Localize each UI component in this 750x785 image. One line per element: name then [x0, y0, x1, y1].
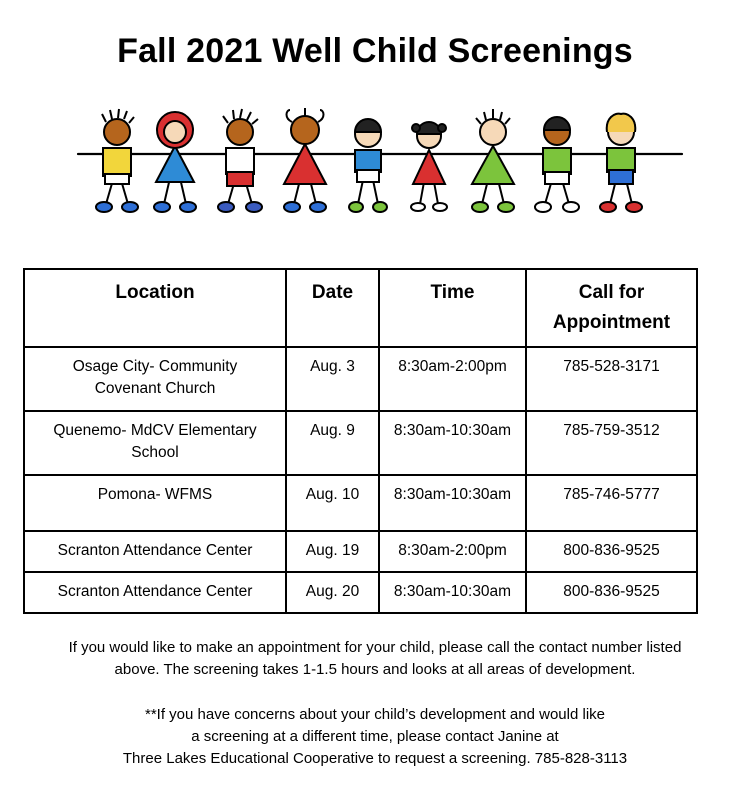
header-call-line1: Call for: [578, 282, 645, 303]
header-call-for-appointment: [526, 269, 697, 347]
location-cell: [24, 411, 286, 475]
header-date: Date: [286, 269, 379, 347]
concerns-line2: a screening at a different time, please contact Janine at: [191, 728, 559, 745]
phone-cell: 785-759-3512: [526, 411, 697, 475]
location-cell: Scranton Attendance Center: [24, 572, 286, 613]
time-cell: 8:30am-10:30am: [379, 411, 526, 475]
kid-figure: [535, 117, 579, 212]
kid-figure: [154, 112, 196, 212]
location-cell: Scranton Attendance Center: [24, 531, 286, 572]
page-title: Fall 2021 Well Child Screenings: [117, 32, 633, 70]
date-cell: Aug. 19: [286, 531, 379, 572]
time-cell: 8:30am-2:00pm: [379, 347, 526, 411]
screening-schedule-table: [23, 268, 698, 614]
time-cell: 8:30am-10:30am: [379, 475, 526, 531]
table-header-row: [24, 269, 697, 347]
phone-cell: 800-836-9525: [526, 531, 697, 572]
location-line1: Quenemo- MdCV Elementary: [53, 422, 257, 439]
header-time: Time: [379, 269, 526, 347]
table-row: [24, 572, 697, 613]
children-holding-hands-icon: [70, 108, 690, 220]
location-line2: School: [131, 444, 179, 461]
table-row: [24, 347, 697, 411]
kid-figure: [96, 109, 138, 212]
kid-figure: [349, 119, 387, 212]
instructions-line2: above. The screening takes 1-1.5 hours and looks at all areas of development.: [114, 661, 636, 678]
location-line1: Osage City- Community: [72, 358, 238, 375]
kid-figure: [411, 122, 447, 211]
kid-figure: [218, 109, 262, 212]
time-cell: 8:30am-2:00pm: [379, 531, 526, 572]
appointment-instructions: [0, 637, 750, 681]
phone-cell: 785-746-5777: [526, 475, 697, 531]
table-row: [24, 411, 697, 475]
time-cell: 8:30am-10:30am: [379, 572, 526, 613]
header-location: Location: [24, 269, 286, 347]
table-row: [24, 475, 697, 531]
kid-figure: [472, 109, 514, 212]
date-cell: Aug. 9: [286, 411, 379, 475]
location-cell: Pomona- WFMS: [24, 475, 286, 531]
kid-figure: [600, 114, 642, 212]
instructions-line1: If you would like to make an appointment for your child, please call the contact number listed: [68, 639, 682, 656]
date-cell: Aug. 10: [286, 475, 379, 531]
concerns-line3: Three Lakes Educational Cooperative to request a screening. 785-828-3113: [122, 750, 628, 767]
concerns-line1: **If you have concerns about your child’s development and would like: [144, 706, 605, 723]
header-call-line2: Appointment: [552, 312, 671, 333]
phone-cell: 800-836-9525: [526, 572, 697, 613]
location-line2: Covenant Church: [94, 380, 216, 397]
date-cell: Aug. 20: [286, 572, 379, 613]
phone-cell: 785-528-3171: [526, 347, 697, 411]
location-cell: [24, 347, 286, 411]
date-cell: Aug. 3: [286, 347, 379, 411]
kid-figure: [284, 108, 326, 212]
concerns-note: [0, 704, 750, 770]
table-row: [24, 531, 697, 572]
